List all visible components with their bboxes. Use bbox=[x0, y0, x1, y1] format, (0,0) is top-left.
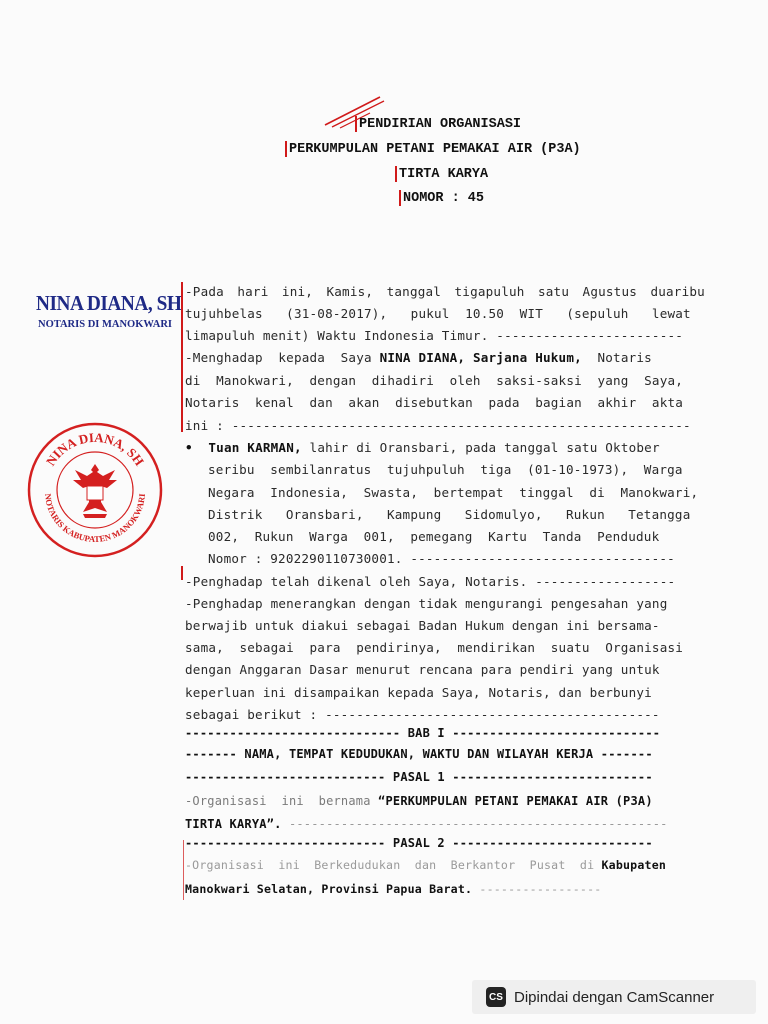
article-heading: --------------------------- PASAL 1 --------------------------- bbox=[185, 770, 653, 784]
doc-title-line2: PERKUMPULAN PETANI PEMAKAI AIR (P3A) bbox=[289, 142, 581, 157]
margin-mark bbox=[399, 190, 401, 206]
body-line: Distrik Oransbari, Kampung Sidomulyo, Rukun Tetangga bbox=[208, 507, 691, 522]
body-line: Notaris kenal dan akan disebutkan pada bagian akhir akta bbox=[185, 395, 684, 410]
body-line: seribu sembilanratus tujuhpuluh tiga (01-10-1973), Warga bbox=[208, 462, 683, 477]
margin-mark bbox=[181, 282, 183, 432]
doc-number: NOMOR : 45 bbox=[403, 191, 485, 206]
body-line: -Penghadap menerangkan dengan tidak mengurangi pengesahan yang bbox=[185, 596, 668, 611]
body-line: ini : ----------------------------------------------------------- bbox=[185, 418, 691, 433]
camscanner-watermark bbox=[472, 980, 756, 1014]
camscanner-logo-icon: CS bbox=[486, 987, 506, 1007]
notary-seal bbox=[25, 420, 165, 560]
chapter-title: ------- NAMA, TEMPAT KEDUDUKAN, WAKTU DAN WILAYAH KERJA ------- bbox=[185, 747, 653, 761]
body-line: di Manokwari, dengan dihadiri oleh saksi-saksi yang Saya, bbox=[185, 373, 684, 388]
margin-mark bbox=[395, 166, 397, 182]
organization-name: “PERKUMPULAN PETANI PEMAKAI AIR (P3A) bbox=[378, 794, 653, 808]
seal-bottom-text: NOTARIS KABUPATEN MANOKWARI bbox=[42, 493, 147, 545]
body-line: -Penghadap telah dikenal oleh Saya, Notaris. ------------------ bbox=[185, 574, 676, 589]
camscanner-text: Dipindai dengan CamScanner bbox=[514, 988, 715, 1006]
body-line: TIRTA KARYA”. --------------------------------------------------- bbox=[185, 817, 668, 831]
article-heading: --------------------------- PASAL 2 --------------------------- bbox=[185, 836, 653, 850]
margin-mark bbox=[181, 566, 183, 580]
body-line: keperluan ini disampaikan kepada Saya, Notaris, dan berbunyi bbox=[185, 685, 652, 700]
body-line: tujuhbelas (31-08-2017), pukul 10.50 WIT (sepuluh lewat bbox=[185, 306, 691, 321]
body-line: limapuluh menit) Waktu Indonesia Timur. ------------------------ bbox=[185, 328, 684, 343]
body-line: sebagai berikut : ------------------------------------------- bbox=[185, 707, 660, 722]
notary-office-stamp: NOTARIS DI MANOKWARI bbox=[38, 319, 172, 330]
body-line: Negara Indonesia, Swasta, bertempat tinggal di Manokwari, bbox=[208, 485, 699, 500]
body-line: -Organisasi ini Berkedudukan dan Berkantor Pusat di Kabupaten bbox=[185, 858, 667, 872]
body-line: 002, Rukun Warga 001, pemegang Kartu Tanda Penduduk bbox=[208, 529, 660, 544]
body-line: -Menghadap kepada Saya NINA DIANA, Sarjana Hukum, Notaris bbox=[185, 350, 652, 365]
chapter-heading: ----------------------------- BAB I ---------------------------- bbox=[185, 726, 661, 740]
body-line: Nomor : 9202290110730001. ---------------------------------- bbox=[208, 551, 675, 566]
margin-mark bbox=[355, 116, 357, 132]
body-line: dengan Anggaran Dasar menurut rencana para pendiri yang untuk bbox=[185, 662, 660, 677]
body-line: -Organisasi ini bernama “PERKUMPULAN PETANI PEMAKAI AIR (P3A) bbox=[185, 794, 653, 808]
body-line: • Tuan KARMAN, lahir di Oransbari, pada tanggal satu Oktober bbox=[185, 440, 660, 455]
body-line: berwajib untuk diakui sebagai Badan Hukum dengan ini bersama- bbox=[185, 618, 660, 633]
doc-title-line1: PENDIRIAN ORGANISASI bbox=[359, 117, 522, 132]
notary-full-name: NINA DIANA, Sarjana Hukum, bbox=[379, 350, 582, 365]
doc-title-line3: TIRTA KARYA bbox=[399, 167, 489, 182]
body-line: Manokwari Selatan, Provinsi Papua Barat. ----------------- bbox=[185, 882, 602, 896]
body-line: -Pada hari ini, Kamis, tanggal tigapuluh satu Agustus duaribu bbox=[185, 284, 705, 299]
appearer-name: Tuan KARMAN, bbox=[208, 440, 302, 455]
seal-top-text: NINA DIANA, SH bbox=[42, 429, 148, 469]
notary-name-stamp: NINA DIANA, SH bbox=[36, 291, 182, 315]
garuda-emblem-icon bbox=[73, 464, 117, 518]
body-line: sama, sebagai para pendirinya, mendirikan suatu Organisasi bbox=[185, 640, 684, 655]
margin-mark bbox=[285, 141, 287, 157]
margin-mark bbox=[183, 840, 184, 900]
